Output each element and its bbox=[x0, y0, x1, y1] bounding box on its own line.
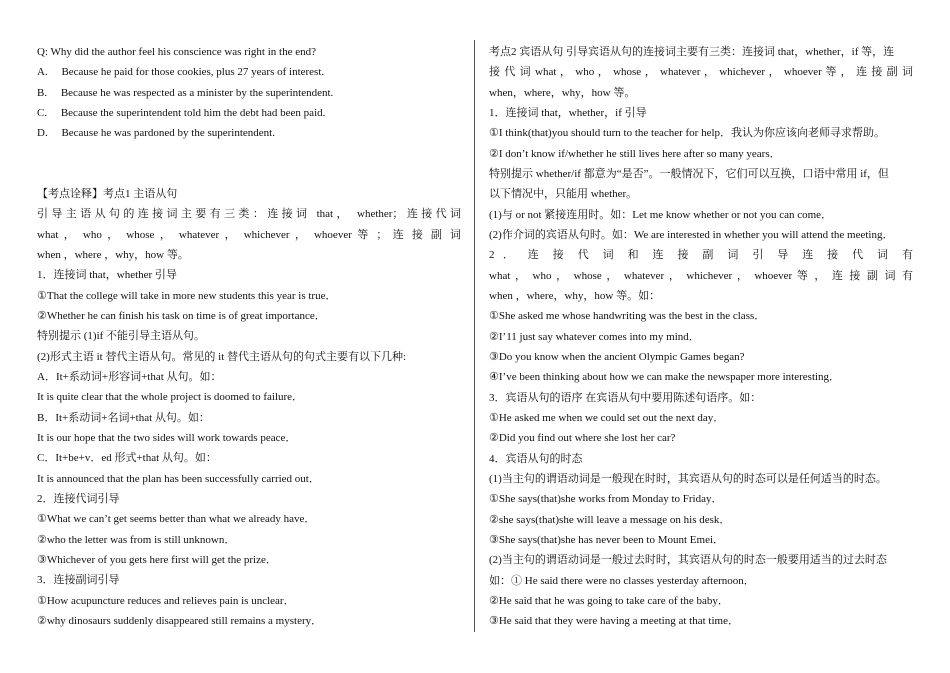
example-line: It is our hope that the two sides will work towards peace． bbox=[37, 432, 297, 444]
section-heading: 【考点诠释】考点1 主语从句 bbox=[37, 188, 178, 200]
subheading: 3．连接副词引导 bbox=[37, 574, 120, 586]
text-line: (1)与 or not 紧接连用时。如：Let me know whether or not you can come． bbox=[489, 209, 833, 221]
example-line: It is quite clear that the whole project is doomed to failure． bbox=[37, 391, 304, 403]
example-line: ①She asked me whose handwriting was the best in the class． bbox=[489, 310, 766, 322]
tip-line: 特别提示 (1)if 不能引导主语从句。 bbox=[37, 330, 206, 342]
example-line: ④I’ve been thinking about how we can make the newspaper more interesting． bbox=[489, 371, 841, 383]
option-d: D. Because he was pardoned by the superintendent. bbox=[37, 127, 275, 139]
example-line: ②I’11 just say whatever comes into my mind． bbox=[489, 331, 700, 343]
pattern-line: C．It+be+v．ed 形式+that 从句。如： bbox=[37, 452, 217, 464]
text-line: 接 代 词 what ， who ， whose ， whatever ， whichever ， whoever 等 ， 连 接 副 词 bbox=[489, 66, 913, 78]
example-line: ②Whether he can finish his task on time is of great importance． bbox=[37, 310, 326, 322]
example-line: ①How acupuncture reduces and relieves pain is unclear． bbox=[37, 595, 295, 607]
example-line: It is announced that the plan has been successfully carried out． bbox=[37, 473, 320, 485]
option-c: C. Because the superintendent told him the debt had been paid. bbox=[37, 107, 326, 119]
subheading: 1．连接词 that，whether 引导 bbox=[37, 269, 177, 281]
example-line: ②I don’t know if/whether he still lives here after so many years． bbox=[489, 148, 781, 160]
example-line: ③She says(that)she has never been to Mount Emei． bbox=[489, 534, 725, 546]
example-line: ②she says(that)she will leave a message on his desk． bbox=[489, 514, 731, 526]
example-line: ①I think(that)you should turn to the teacher for help．我认为你应该向老师寻求帮助。 bbox=[489, 127, 886, 139]
text-line: what ， who ， whose ， whatever ， whichever ， whoever 等 ； 连 接 副 词 bbox=[37, 229, 461, 241]
subheading: 3．宾语从句的语序 在宾语从句中要用陈述句语序。如： bbox=[489, 392, 762, 404]
text-line: 以下情况中，只能用 whether。 bbox=[489, 188, 638, 200]
question-line: Q: Why did the author feel his conscience was right in the end? bbox=[37, 46, 316, 58]
example-line: ②He said that he was going to take care of the baby． bbox=[489, 595, 729, 607]
text-line: (2)作介词的宾语从句时。如：We are interested in whether you will attend the meeting． bbox=[489, 229, 894, 241]
example-line: ①She says(that)she works from Monday to Friday． bbox=[489, 493, 723, 505]
pattern-line: B．It+系动词+名词+that 从句。如： bbox=[37, 412, 210, 424]
option-b: B. Because he was respected as a minister by the superintendent. bbox=[37, 87, 334, 99]
column-divider bbox=[474, 40, 475, 632]
example-line: ③He said that they were having a meeting at that time． bbox=[489, 615, 739, 627]
example-line: ①That the college will take in more new students this year is true． bbox=[37, 290, 337, 302]
pattern-line: A．It+系动词+形容词+that 从句。如： bbox=[37, 371, 222, 383]
option-a: A. Because he paid for those cookies, plus 27 years of interest. bbox=[37, 66, 325, 78]
text-line: when ，where ，why，how 等。 bbox=[37, 249, 189, 261]
example-line: ③Whichever of you gets here first will get the prize． bbox=[37, 554, 277, 566]
text-line: (1)当主句的谓语动词是一般现在时时，其宾语从句的时态可以是任何适当的时态。 bbox=[489, 473, 887, 485]
example-line: ②who the letter was from is still unknown． bbox=[37, 534, 236, 546]
text-line: (2)形式主语 it 替代主语从句。常见的 it 替代主语从句的句式主要有以下几种: bbox=[37, 351, 407, 363]
text-line: when ，where，why，how 等。如： bbox=[489, 290, 661, 302]
example-line: ①He asked me when we could set out the next day． bbox=[489, 412, 725, 424]
text-line: when，where，why，how 等。 bbox=[489, 87, 636, 99]
section-heading: 考点2 宾语从句 引导宾语从句的连接词主要有三类：连接词 that，whether，if 等，连 bbox=[489, 46, 895, 58]
example-line: 如：① He said there were no classes yesterday afternoon． bbox=[489, 575, 755, 587]
text-line: 引导主语从句的连接词主要有三类：连接词 that， whether；连接代词 bbox=[37, 208, 461, 220]
tip-line: 特别提示 whether/if 都意为“是否”。一般情况下，它们可以互换，口语中常用 if，但 bbox=[489, 168, 889, 180]
subheading: 1．连接词 that，whether，if 引导 bbox=[489, 107, 647, 119]
example-line: ③Do you know when the ancient Olympic Games began? bbox=[489, 351, 745, 363]
subheading: 4．宾语从句的时态 bbox=[489, 453, 583, 465]
text-line: (2)当主句的谓语动词是一般过去时时，其宾语从句的时态一般要用适当的过去时态 bbox=[489, 554, 887, 566]
example-line: ②Did you find out where she lost her car? bbox=[489, 432, 676, 444]
example-line: ①What we can’t get seems better than what we already have． bbox=[37, 513, 316, 525]
subheading: 2 ． 连 接 代 词 和 连 接 副 词 引 导 连 接 代 词 有 bbox=[489, 249, 913, 261]
subheading: 2．连接代词引导 bbox=[37, 493, 120, 505]
text-line: what ， who ， whose ， whatever ， whichever ， whoever 等 ， 连 接 副 词 有 bbox=[489, 270, 913, 282]
example-line: ②why dinosaurs suddenly disappeared still remains a mystery． bbox=[37, 615, 323, 627]
